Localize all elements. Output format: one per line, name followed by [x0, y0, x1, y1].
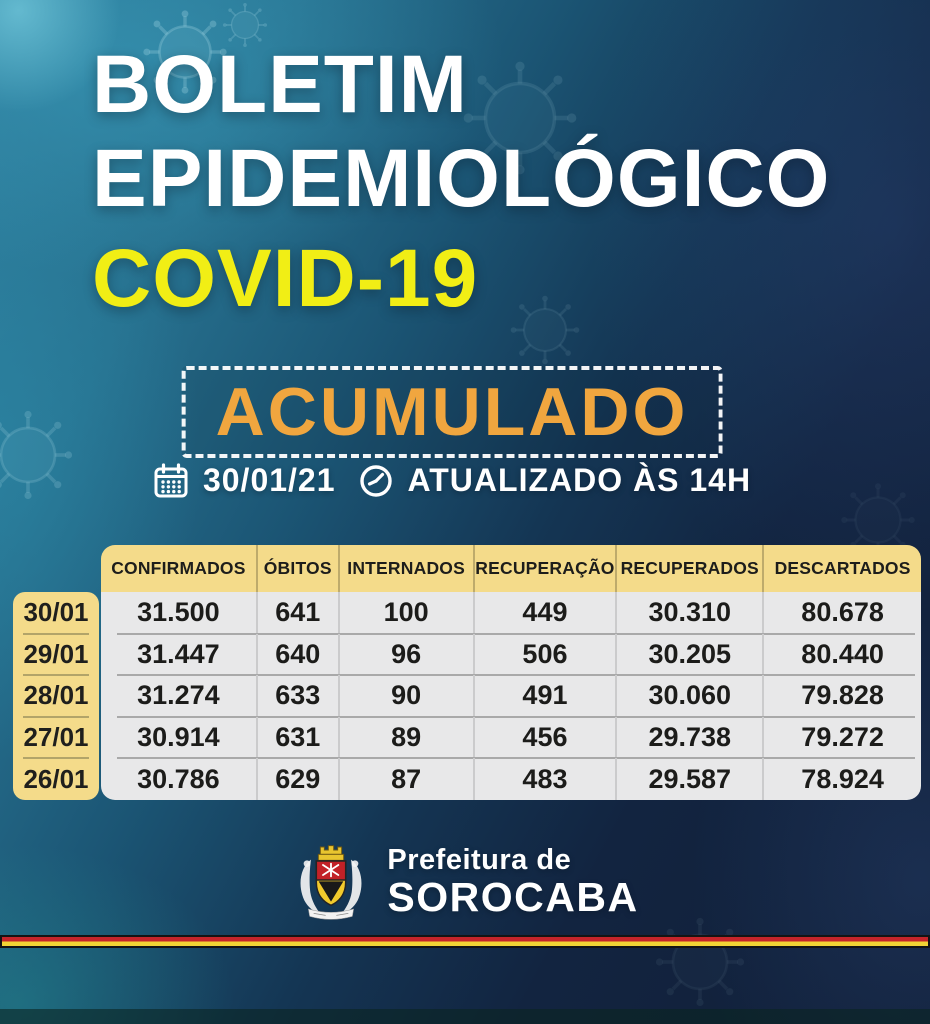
calendar-icon: [153, 463, 189, 499]
table-cell: 31.500: [137, 597, 220, 628]
table-cell: 90: [338, 675, 473, 717]
covid-data-table: [13, 545, 921, 800]
table-cell: 80.678: [762, 592, 921, 634]
org-name: [387, 844, 638, 918]
table-cell: 29.738: [615, 717, 762, 759]
org-name-line1: Prefeitura de: [387, 844, 572, 876]
column-header: ÓBITOS: [256, 545, 338, 592]
table-cell: 80.440: [762, 634, 921, 676]
sorocaba-coat-of-arms-icon: [291, 834, 371, 928]
table-row: [101, 592, 921, 634]
table-cell: 30.786: [137, 763, 220, 794]
column-header: CONFIRMADOS: [111, 558, 246, 578]
table-cell: 78.924: [762, 758, 921, 800]
table-row: [101, 717, 921, 759]
table-cell: 79.828: [762, 675, 921, 717]
table-row: [101, 675, 921, 717]
table-cell: 87: [338, 758, 473, 800]
table-header-row: [101, 545, 921, 592]
table-body: [101, 592, 921, 800]
bulletin-date: 30/01/21: [202, 462, 336, 498]
date-label: 28/01: [13, 675, 99, 717]
footer-logo-block: [291, 834, 638, 928]
date-column: [13, 592, 99, 800]
meta-row: [0, 462, 917, 499]
table-cell: 31.447: [137, 638, 220, 669]
page-title: [92, 38, 830, 326]
column-header: INTERNADOS: [338, 545, 473, 592]
title-covid: COVID-19: [92, 233, 479, 324]
column-header: RECUPERAÇÃO: [473, 545, 616, 592]
org-name-line2: SOROCABA: [387, 874, 639, 920]
table-cell: 629: [256, 758, 338, 800]
table-row: [101, 758, 921, 800]
table-cell: 100: [338, 592, 473, 634]
table-cell: 641: [256, 592, 338, 634]
table-cell: 79.272: [762, 717, 921, 759]
date-label: 26/01: [23, 763, 89, 794]
table-cell: 31.274: [137, 680, 220, 711]
table-cell: 631: [256, 717, 338, 759]
table-cell: 30.060: [615, 675, 762, 717]
table-cell: 30.310: [615, 592, 762, 634]
clock-icon: [358, 463, 394, 499]
date-label: 30/01: [13, 592, 99, 634]
accumulated-badge: [182, 366, 723, 458]
accumulated-badge-label: ACUMULADO: [215, 374, 689, 450]
updated-time-label: ATUALIZADO ÀS 14H: [407, 462, 752, 498]
footer: [0, 834, 930, 948]
table-cell: 30.914: [137, 722, 220, 753]
title-line-1: BOLETIM: [92, 39, 468, 130]
table-cell: 449: [473, 592, 616, 634]
title-line-2: EPIDEMIOLÓGICO: [92, 133, 831, 224]
table-cell: 89: [338, 717, 473, 759]
table-cell: 633: [256, 675, 338, 717]
table-cell: 29.587: [615, 758, 762, 800]
table-cell: 30.205: [615, 634, 762, 676]
table-row: [101, 634, 921, 676]
table-cell: 483: [473, 758, 616, 800]
table-cell: 491: [473, 675, 616, 717]
date-label: 29/01: [13, 634, 99, 676]
table-cell: 506: [473, 634, 616, 676]
column-header: RECUPERADOS: [615, 545, 762, 592]
flag-stripe: [0, 935, 930, 948]
table-cell: 640: [256, 634, 338, 676]
date-label: 27/01: [13, 717, 99, 759]
table-cell: 96: [338, 634, 473, 676]
table-cell: 456: [473, 717, 616, 759]
column-header: DESCARTADOS: [762, 545, 921, 592]
